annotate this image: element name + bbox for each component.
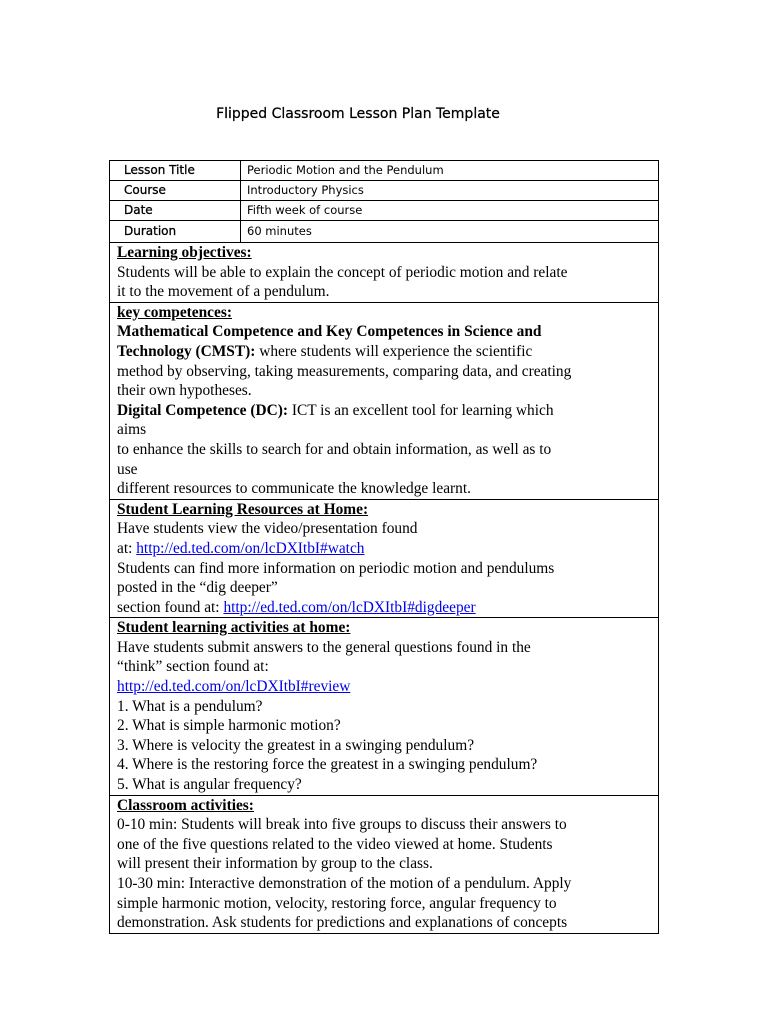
meta-label: Duration: [110, 221, 241, 242]
question-item: 3. Where is velocity the greatest in a swinging pendulum?: [117, 736, 475, 754]
section-heading: Student learning activities at home:: [117, 619, 351, 637]
dig-deeper-link[interactable]: http://ed.ted.com/on/lcDXItbI#digdeeper: [223, 598, 476, 616]
meta-value: Introductory Physics: [247, 183, 364, 197]
text-fragment: at:: [117, 539, 137, 557]
text-line: Students can find more information on periodic motion and pendulums: [117, 559, 555, 577]
dc-title: Digital Competence (DC):: [117, 401, 288, 419]
meta-label: Lesson Title: [110, 161, 241, 180]
text-line: simple harmonic motion, velocity, restoring force, angular frequency to: [117, 894, 557, 912]
text-line: [117, 598, 652, 618]
meta-value: 60 minutes: [247, 224, 312, 238]
question-item: 4. Where is the restoring force the greatest in a swinging pendulum?: [117, 756, 538, 774]
meta-value: Fifth week of course: [247, 203, 363, 217]
text-line: use: [117, 460, 138, 478]
key-competences-section: [110, 303, 658, 500]
meta-row-duration: [110, 221, 658, 243]
review-link[interactable]: http://ed.ted.com/on/lcDXItbI#review: [117, 678, 351, 696]
section-heading: Classroom activities:: [117, 796, 254, 814]
cmst-title: Technology (CMST):: [117, 342, 256, 360]
classroom-activities-section: [110, 796, 658, 933]
text-line: to enhance the skills to search for and obtain information, as well as to: [117, 440, 552, 458]
text-fragment: ICT is an excellent tool for learning which: [287, 401, 554, 419]
meta-row-lesson-title: [110, 161, 658, 181]
text-fragment: section found at:: [117, 598, 224, 616]
text-line: posted in the “dig deeper”: [117, 579, 278, 597]
text-line: [117, 539, 652, 559]
text-line: method by observing, taking measurements, comparing data, and creating: [117, 362, 572, 380]
section-heading: Student Learning Resources at Home:: [117, 500, 369, 518]
text-line: [117, 401, 652, 421]
text-line: Have students view the video/presentation found: [117, 520, 418, 538]
text-line: 10-30 min: Interactive demonstration of the motion of a pendulum. Apply: [117, 875, 572, 892]
question-item: 2. What is simple harmonic motion?: [117, 717, 341, 735]
question-item: 5. What is angular frequency?: [117, 776, 302, 794]
text-line: one of the five questions related to the video viewed at home. Students: [117, 835, 553, 853]
text-line: 0-10 min: Students will break into five groups to discuss their answers to: [117, 816, 567, 834]
page-title: Flipped Classroom Lesson Plan Template: [216, 106, 500, 122]
text-line: demonstration. Ask students for predictions and explanations of concepts: [117, 914, 568, 932]
section-heading: key competences:: [117, 303, 232, 321]
home-activities-section: [110, 618, 658, 795]
text-line: [117, 677, 652, 697]
text-line: their own hypotheses.: [117, 382, 252, 400]
text-line: it to the movement of a pendulum.: [117, 283, 330, 301]
home-resources-section: [110, 500, 658, 619]
text-line: Have students submit answers to the general questions found in the: [117, 638, 531, 656]
meta-value: Periodic Motion and the Pendulum: [247, 163, 444, 177]
text-line: “think” section found at:: [117, 658, 269, 676]
question-item: 1. What is a pendulum?: [117, 697, 263, 715]
text-line: different resources to communicate the knowledge learnt.: [117, 480, 471, 498]
text-line: aims: [117, 421, 147, 439]
meta-row-course: [110, 181, 658, 201]
watch-link[interactable]: http://ed.ted.com/on/lcDXItbI#watch: [136, 539, 365, 557]
text-line: [117, 342, 652, 362]
section-heading: Learning objectives:: [117, 244, 252, 261]
lesson-plan-table: [109, 160, 659, 934]
text-line: will present their information by group to the class.: [117, 855, 433, 873]
cmst-title: Mathematical Competence and Key Competences in Science and: [117, 323, 542, 341]
text-line: Students will be able to explain the concept of periodic motion and relate: [117, 263, 568, 281]
learning-objectives-section: [110, 243, 658, 303]
meta-label: Date: [110, 201, 241, 220]
meta-row-date: [110, 201, 658, 221]
meta-label: Course: [110, 181, 241, 200]
text-fragment: where students will experience the scientific: [255, 342, 533, 360]
